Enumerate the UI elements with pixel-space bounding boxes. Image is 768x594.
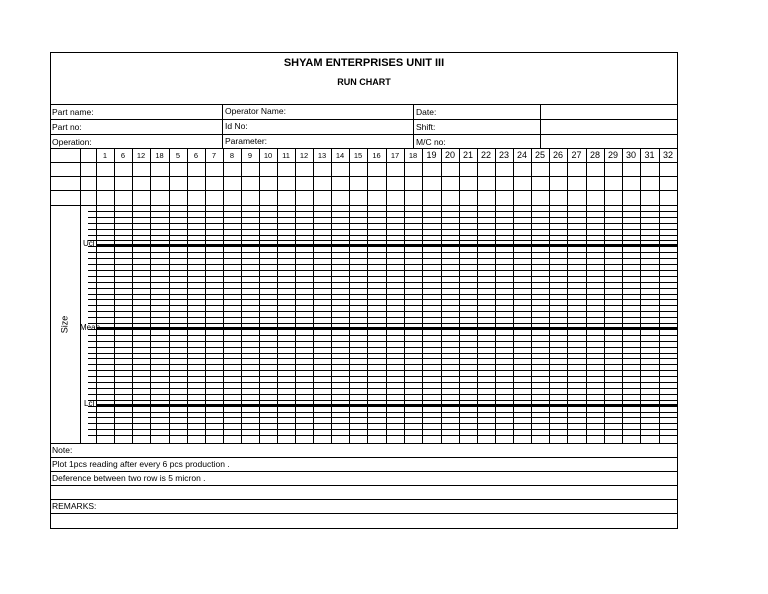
ucl-label: Ucl (83, 239, 95, 248)
column-number: 11 (282, 151, 290, 160)
axis-tick (88, 246, 96, 247)
column-number: 8 (229, 151, 235, 160)
grid-divider (80, 205, 81, 443)
axis-tick (88, 229, 96, 230)
axis-tick (88, 412, 96, 413)
axis-tick (88, 270, 96, 271)
axis-tick (88, 217, 96, 218)
column-number: 1 (102, 151, 108, 160)
remarks-label: REMARKS: (52, 501, 97, 511)
column-number: 12 (136, 151, 146, 160)
column-number: 17 (390, 151, 400, 160)
column-number: 32 (662, 150, 673, 160)
axis-tick (88, 429, 96, 430)
grid-row-line (96, 217, 677, 218)
column-number: 9 (247, 151, 253, 160)
grid-row-line (96, 294, 677, 295)
grid-column-line (677, 205, 678, 443)
grid-row-line (96, 276, 677, 277)
column-number: 16 (372, 151, 381, 160)
grid-row-line (96, 370, 677, 371)
column-number: 25 (534, 150, 545, 160)
grid-row-line (96, 406, 677, 407)
grid-row-line (96, 329, 677, 330)
column-number: 5 (175, 151, 181, 160)
axis-tick (88, 358, 96, 359)
grid-row-line (96, 252, 677, 253)
axis-tick (88, 341, 96, 342)
grid-row-line (96, 264, 677, 265)
grid-row-line (96, 429, 677, 430)
note-line-2: Deference between two row is 5 micron . (52, 473, 206, 483)
axis-tick (88, 240, 96, 241)
part-no-label: Part no: (52, 122, 82, 132)
column-number: 13 (317, 151, 327, 160)
grid-row-line (96, 394, 677, 395)
grid-row-line (96, 270, 677, 271)
grid-row-line (96, 235, 677, 236)
grid-row-line (96, 240, 677, 241)
grid-row-line (96, 364, 677, 365)
axis-tick (88, 353, 96, 354)
axis-tick (88, 299, 96, 300)
grid-row-line (96, 258, 677, 259)
column-number: 6 (120, 151, 126, 160)
column-number: 19 (426, 150, 437, 160)
grid-row-line (96, 388, 677, 389)
column-number: 30 (625, 150, 636, 160)
axis-tick (88, 376, 96, 377)
axis-tick (88, 288, 96, 289)
axis-tick (88, 394, 96, 395)
column-number: 21 (462, 150, 473, 160)
axis-tick (88, 282, 96, 283)
grid-row-line (96, 417, 677, 418)
axis-tick (88, 252, 96, 253)
data-row-line (50, 162, 678, 163)
grid-row-line (96, 353, 677, 354)
grid-row-line (96, 229, 677, 230)
column-number: 14 (335, 151, 345, 160)
column-number: 15 (353, 151, 363, 160)
grid-row-line (96, 400, 677, 401)
axis-tick (88, 264, 96, 265)
parameter-label: Parameter: (225, 136, 268, 146)
data-row-line (50, 190, 678, 191)
ucl-line (96, 244, 677, 246)
operation-label: Operation: (52, 137, 92, 147)
column-number: 31 (644, 150, 655, 160)
lcl-line (96, 404, 677, 406)
axis-tick (88, 311, 96, 312)
axis-tick (88, 423, 96, 424)
column-number: 24 (516, 150, 527, 160)
grid-row-line (96, 246, 677, 247)
mean-label: Mean (80, 323, 101, 332)
axis-tick (88, 435, 96, 436)
note-label: Note: (52, 445, 73, 455)
data-row-line (50, 176, 678, 177)
mean-line (96, 327, 677, 329)
column-number: 26 (552, 150, 563, 160)
grid-row-line (96, 358, 677, 359)
lcl-label: Lcl (84, 399, 95, 408)
data-row-line (50, 205, 678, 206)
column-number: 18 (408, 151, 418, 160)
column-number: 28 (589, 150, 600, 160)
date-label: Date: (416, 107, 437, 117)
grid-row-line (96, 347, 677, 348)
column-number: 23 (498, 150, 509, 160)
grid-row-line (96, 412, 677, 413)
grid-row-line (96, 223, 677, 224)
grid-row-line (96, 282, 677, 283)
axis-tick (88, 329, 96, 330)
axis-tick (88, 364, 96, 365)
id-no-label: Id No: (225, 121, 248, 131)
axis-tick (88, 400, 96, 401)
column-number: 6 (193, 151, 199, 160)
axis-tick (88, 406, 96, 407)
note-line-1: Plot 1pcs reading after every 6 pcs production . (52, 459, 230, 469)
axis-tick (88, 305, 96, 306)
grid-row-line (96, 305, 677, 306)
grid-row-line (96, 435, 677, 436)
column-number: 20 (444, 150, 455, 160)
column-number: 18 (155, 151, 164, 160)
axis-tick (88, 417, 96, 418)
axis-tick (88, 347, 96, 348)
size-axis-label: Size (59, 315, 70, 334)
operator-name-label: Operator Name: (225, 106, 286, 116)
axis-tick (88, 382, 96, 383)
company-title: SHYAM ENTERPRISES UNIT III (283, 57, 445, 69)
grid-row-line (96, 299, 677, 300)
grid-row-line (96, 288, 677, 289)
grid-row-line (96, 423, 677, 424)
grid-row-line (96, 341, 677, 342)
axis-tick (88, 335, 96, 336)
grid-row-line (96, 317, 677, 318)
column-number: 27 (571, 150, 582, 160)
axis-tick (88, 370, 96, 371)
grid-row-line (96, 211, 677, 212)
column-number: 12 (299, 151, 309, 160)
axis-tick (88, 211, 96, 212)
column-number: 29 (607, 150, 618, 160)
grid-row-line (96, 311, 677, 312)
axis-tick (88, 223, 96, 224)
chart-title: RUN CHART (337, 77, 391, 87)
grid-row-line (96, 376, 677, 377)
axis-tick (88, 235, 96, 236)
axis-tick (88, 317, 96, 318)
column-number: 10 (263, 151, 273, 160)
axis-tick (88, 388, 96, 389)
grid-row-line (96, 335, 677, 336)
grid-row-line (96, 382, 677, 383)
axis-tick (88, 276, 96, 277)
axis-tick (88, 258, 96, 259)
axis-tick (88, 294, 96, 295)
column-number: 7 (211, 151, 217, 160)
axis-tick (88, 323, 96, 324)
shift-label: Shift: (416, 122, 436, 132)
column-number: 22 (480, 150, 491, 160)
part-name-label: Part name: (52, 107, 94, 117)
mc-no-label: M/C no: (416, 137, 446, 147)
grid-row-line (96, 323, 677, 324)
